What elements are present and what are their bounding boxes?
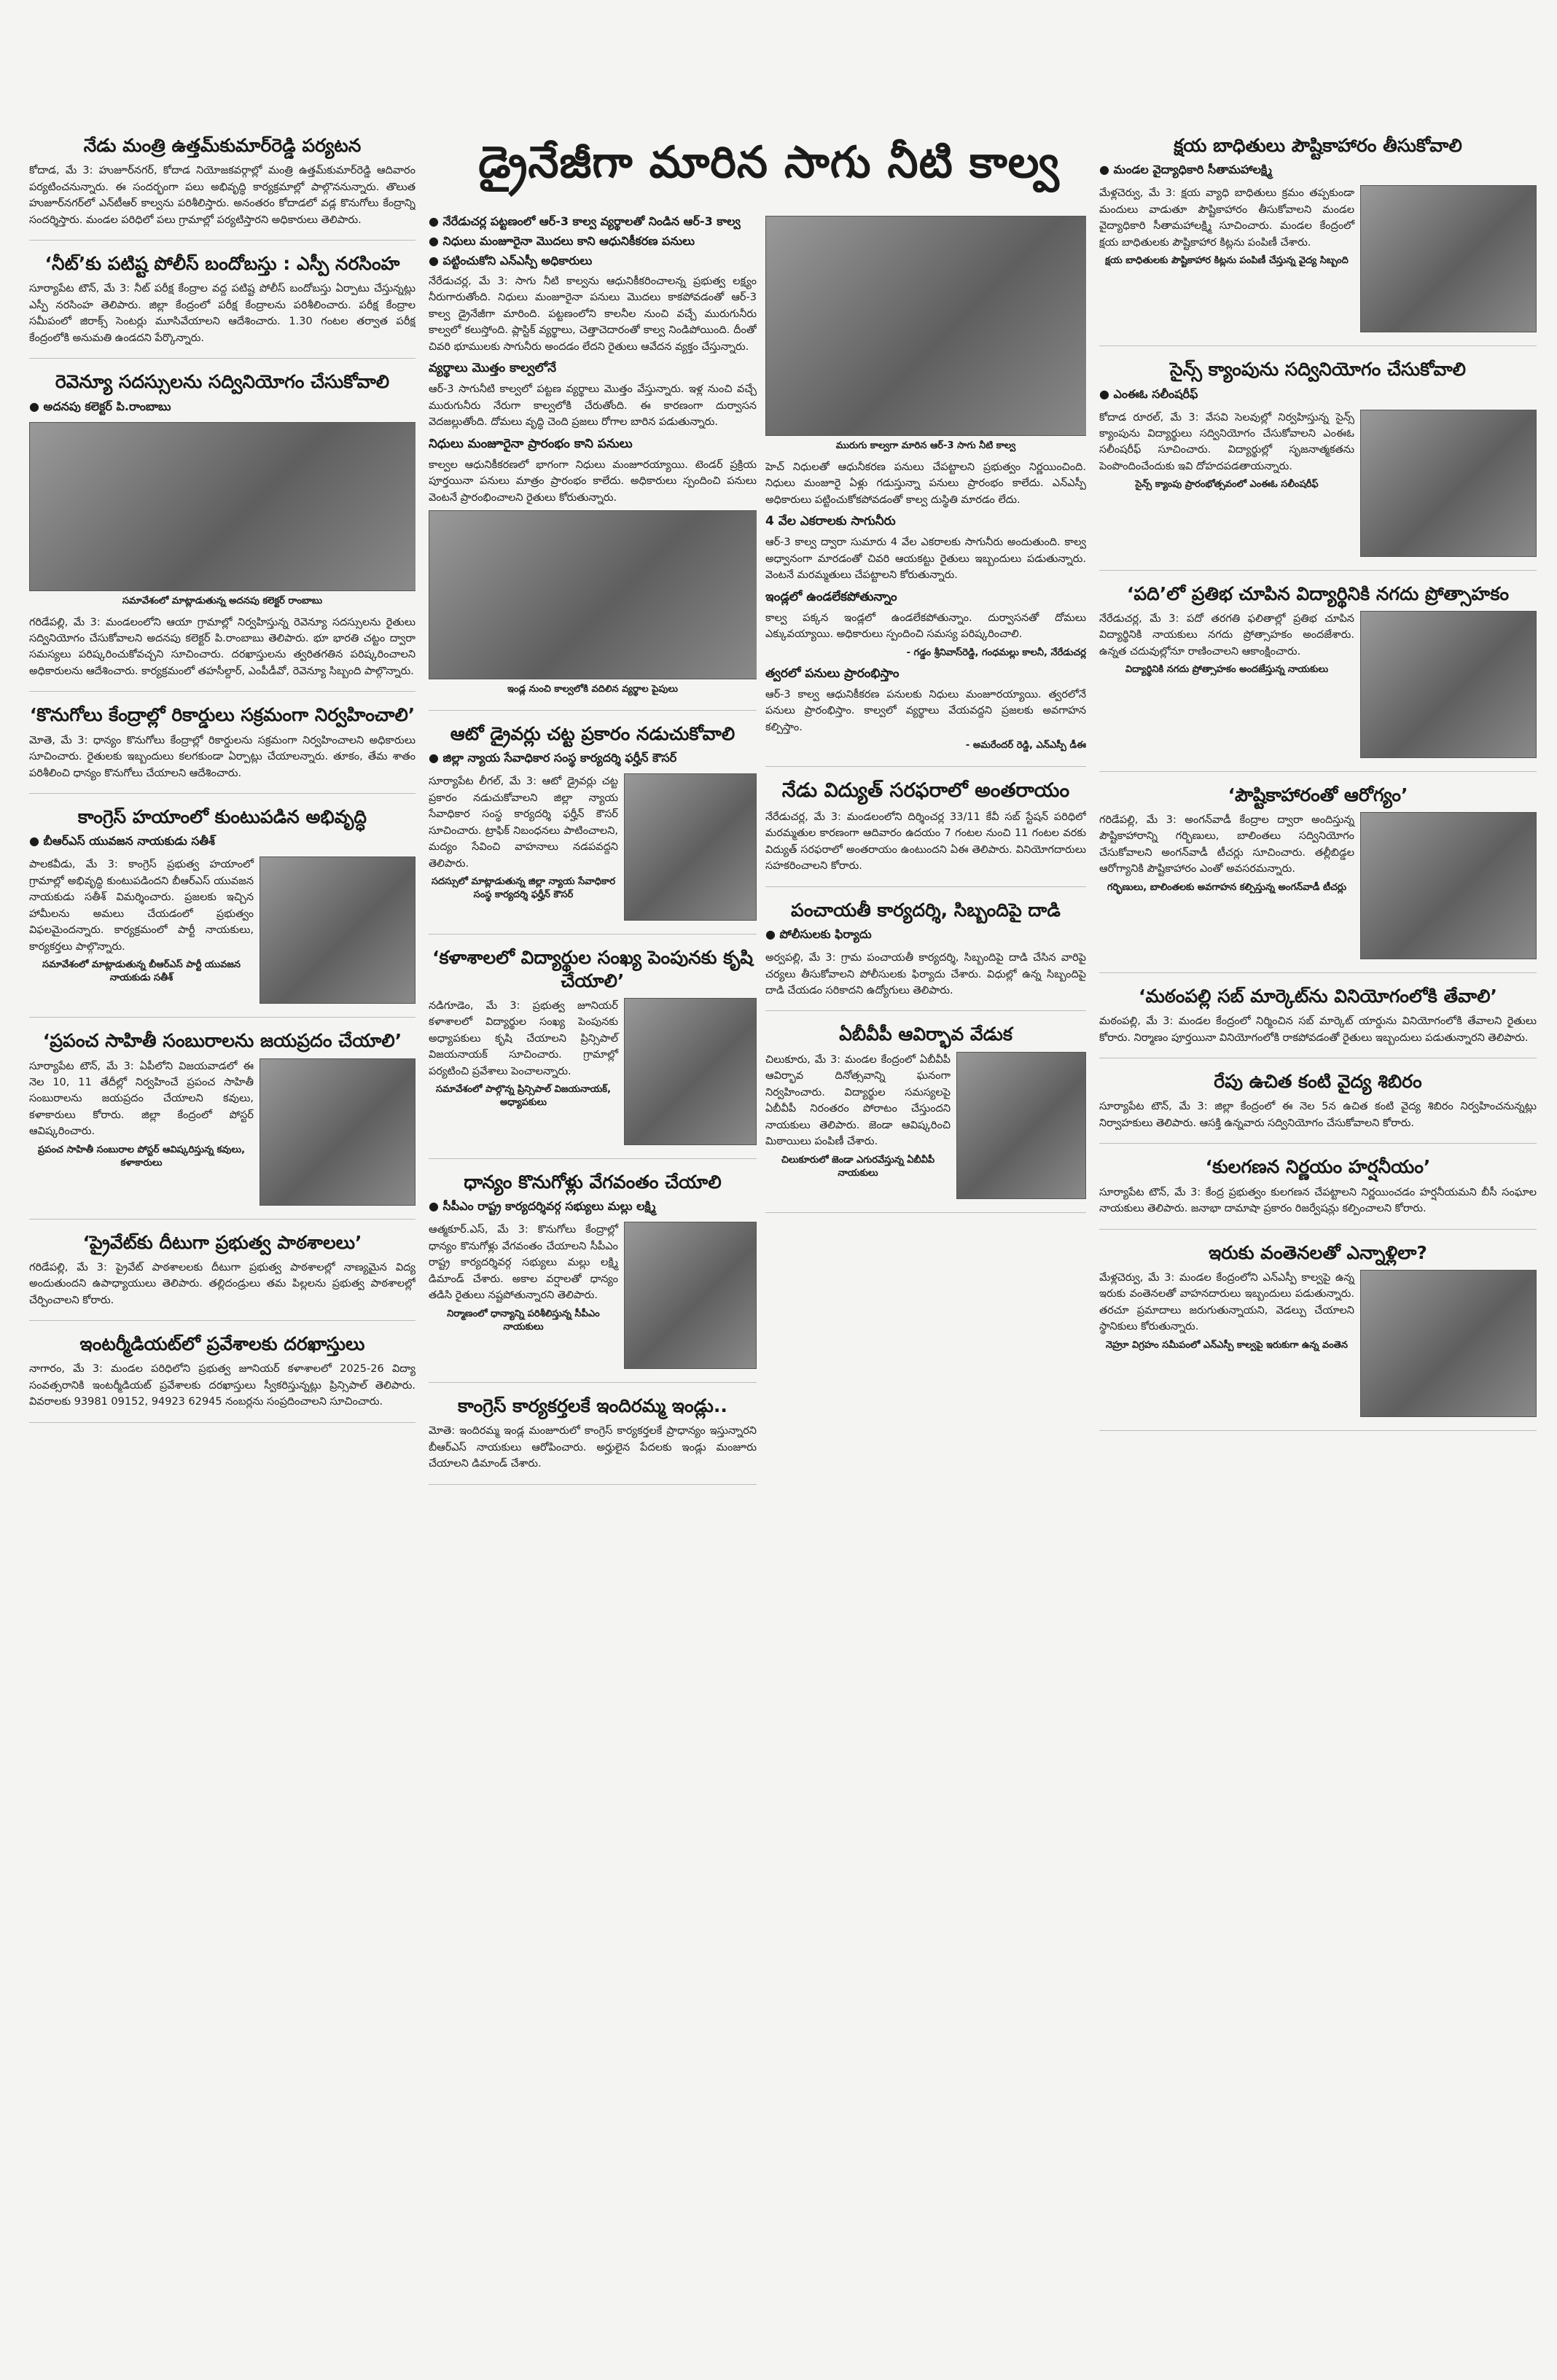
article-minister-visit	[29, 134, 415, 241]
article-title: రేపు ఉచిత కంటి వైద్య శిబిరం	[1214, 1071, 1422, 1093]
column-3	[765, 211, 1086, 2365]
subheading: త్వరలో పనులు ప్రారంభిస్తాం	[765, 666, 900, 681]
article-body: నేరేడుచర్ల, మే 3: పదో తరగతి ఫలితాల్లో ప్రతిభ చూపిన విద్యార్థినికి నాయకులు నగదు ప్రోత్సాహకం అందజేశారు. ఉన్నత చదువుల్లోనూ రాణించాలని ఆకాంక్షించారు.	[1099, 612, 1354, 658]
subheading: ఇండ్లలో ఉండలేకపోతున్నాం	[765, 589, 897, 604]
article-byline: ● మండల వైద్యాధికారి సీతామహాలక్ష్మి	[1099, 163, 1537, 179]
article-govt-schools	[29, 1231, 415, 1322]
article-eye-camp	[1099, 1070, 1537, 1144]
article-body: గరిడేపల్లి, మే 3: ప్రైవేట్ పాఠశాలలకు దీటుగా ప్రభుత్వ పాఠశాలల్లో నాణ్యమైన విద్య అందుతుందని ఉపాధ్యాయులు తెలిపారు. తల్లిదండ్రులు తమ పిల్లలను ప్రభుత్వ పాఠశాలల్లో చేర్పించాలని కోరారు.	[29, 1261, 415, 1306]
article-body: కాల్వల ఆధునికీకరణలో భాగంగా నిధులు మంజూరయ్యాయి. టెండర్ ప్రక్రియ పూర్తయినా పనులు మాత్రం ప్రారంభం కాలేదు. అధికారులు స్పందించి పనులు వెంటనే ప్రారంభించాలని రైతులు కోరుతున్నారు.	[429, 459, 757, 504]
article-title: క్షయ బాధితులు పౌష్టికాహారం తీసుకోవాలి	[1174, 135, 1462, 156]
article-title: నేడు విద్యుత్ సరఫరాలో అంతరాయం	[781, 779, 1070, 803]
article-byline: ● బీఆర్ఎస్ యువజన నాయకుడు సతీశ్	[29, 834, 415, 851]
article-title: ‘పౌష్టికాహారంతో ఆరోగ్యం’	[1228, 784, 1408, 805]
news-photo	[1360, 410, 1537, 557]
article-narrow-bridges	[1099, 1241, 1537, 1431]
news-photo	[1360, 812, 1537, 959]
article-body: నాగారం, మే 3: మండల పరిధిలోని ప్రభుత్వ జూనియర్ కళాశాలలో 2025-26 విద్యా సంవత్సరానికి ఇంటర్మీడియట్ ప్రవేశాలకు దరఖాస్తులు స్వీకరిస్తున్నట్లు ప్రిన్సిపాల్ తెలిపారు. వివరాలకు 93981 09152, 94923 62945 నంబర్లను సంప్రదించాలని సూచించారు.	[29, 1363, 415, 1408]
column-4	[1099, 131, 1537, 2365]
photo-caption: సైన్స్ క్యాంపు ప్రారంభోత్సవంలో ఎంఈఓ సలీంషరీఫ్	[1135, 479, 1319, 491]
headline-bullet: ● పట్టించుకోని ఎన్ఎస్పీ అధికారులు	[429, 254, 757, 270]
article-inter-admissions	[29, 1333, 415, 1423]
article-body: కాల్వ పక్కన ఇండ్లలో ఉండలేకపోతున్నాం. దుర్వాసనతో దోమలు ఎక్కువయ్యాయి. అధికారులు స్పందించి సమస్య పరిష్కరించాలి.	[765, 612, 1086, 641]
article-byline: ● ఎంఈఓ సలీంషరీఫ్	[1099, 387, 1537, 404]
article-grain-procurement	[429, 1171, 757, 1383]
quote-signature: - గడ్డం శ్రీనివాస్‌రెడ్డి, గంధమల్లు కాలనీ, నేరేడుచర్ల	[906, 647, 1086, 658]
article-neet-security	[29, 252, 415, 359]
news-photo	[1360, 185, 1537, 332]
article-title: పంచాయతీ కార్యదర్శి, సిబ్బందిపై దాడి	[791, 899, 1061, 921]
photo-caption: ఇండ్ల నుంచి కాల్వలోకి వదిలిన వ్యర్థాల పైపులు	[507, 684, 679, 695]
article-body: గరిడేపల్లి, మే 3: అంగన్‌వాడీ కేంద్రాల ద్వారా అందిస్తున్న పౌష్టికాహారాన్ని గర్భిణులు, బాలింతలు సద్వినియోగం చేసుకోవాలని అంగన్‌వాడీ టీచర్లు సూచించారు. తల్లీబిడ్డల ఆరోగ్యానికి పౌష్టికాహారం ఎంతో అవసరమన్నారు.	[1099, 814, 1354, 875]
news-photo	[260, 1058, 415, 1206]
article-body: సూర్యాపేట టౌన్, మే 3: కేంద్ర ప్రభుత్వం కులగణన చేపట్టాలని నిర్ణయించడం హర్షనీయమని బీసీ సంఘాల నాయకులు తెలిపారు. జనాభా దామాషా ప్రకారం రిజర్వేషన్లు కల్పించాలని కోరారు.	[1099, 1186, 1537, 1215]
article-title: ‘కొనుగోలు కేంద్రాల్లో రికార్డులు సక్రమంగా నిర్వహించాలి’	[29, 704, 415, 726]
article-development-stalled	[29, 805, 415, 1018]
article-body: గరిడేపల్లి, మే 3: మండలంలోని ఆయా గ్రామాల్లో నిర్వహిస్తున్న రెవెన్యూ సదస్సులను రైతులు సద్వినియోగం చేసుకోవాలని అదనపు కలెక్టర్ పి.రాంబాబు తెలిపారు. భూ భారతి చట్టం ద్వారా సమస్యలు పరిష్కరించుకోవచ్చని సూచించారు. దరఖాస్తులను త్వరితగతిన పరిష్కరించాలని అధికారులను ఆదేశించారు. కార్యక్రమంలో తహసీల్దార్, ఎంపీడీవో, రెవెన్యూ సిబ్బంది పాల్గొన్నారు.	[29, 616, 415, 677]
article-auto-drivers	[429, 722, 757, 935]
news-photo	[765, 216, 1086, 436]
article-title: ‘కులగణన నిర్ణయం హర్షనీయం’	[1205, 1156, 1431, 1178]
article-byline: ● అదనపు కలెక్టర్ పి.రాంబాబు	[29, 399, 415, 416]
article-tb-nutrition	[1099, 134, 1537, 346]
article-procurement-records	[29, 703, 415, 794]
article-body: ఆర్-3 కాల్వ ద్వారా సుమారు 4 వేల ఎకరాలకు సాగునీరు అందుతుంది. కాల్వ అధ్వానంగా మారడంతో చివరి ఆయకట్టు రైతులు ఇబ్బందులు పడుతున్నారు. వెంటనే మరమ్మతులు చేపట్టాలని కోరుతున్నారు.	[765, 537, 1086, 582]
article-body: పాలకవీడు, మే 3: కాంగ్రెస్ ప్రభుత్వ హయాంలో గ్రామాల్లో అభివృద్ధి కుంటుపడిందని బీఆర్ఎస్ యువజన నాయకుడు సతీశ్ విమర్శించారు. ప్రజలకు ఇచ్చిన హామీలను అమలు చేయడంలో ప్రభుత్వం విఫలమైందన్నారు. కార్యక్రమంలో పార్టీ నాయకులు, కార్యకర్తలు పాల్గొన్నారు.	[29, 859, 254, 953]
article-main-canal	[429, 214, 757, 711]
article-byline: ● జిల్లా న్యాయ సేవాధికార సంస్థ కార్యదర్శి ఫర్హీన్ కౌసర్	[429, 751, 757, 768]
news-photo	[29, 422, 415, 591]
article-body: మోతె: ఇందిరమ్మ ఇండ్ల మంజూరులో కాంగ్రెస్ కార్యకర్తలకే ప్రాధాన్యం ఇస్తున్నారని బీఆర్ఎస్ నాయకులు ఆరోపించారు. అర్హులైన పేదలకు ఇండ్లు మంజూరు చేయాలని డిమాండ్ చేశారు.	[429, 1425, 757, 1470]
photo-caption: సమావేశంలో మాట్లాడుతున్న బీఆర్ఎస్ పార్టీ యువజన నాయకుడు సతీశ్	[42, 959, 241, 984]
article-tenth-award	[1099, 582, 1537, 772]
quote-signature: - అమరేందర్ రెడ్డి, ఎన్ఎస్పీ డీఈ	[965, 740, 1086, 752]
news-photo	[624, 998, 757, 1145]
article-body: ఆర్-3 కాల్వ ఆధునికీకరణ పనులకు నిధులు మంజూరయ్యాయి. త్వరలోనే పనులు ప్రారంభిస్తాం. కాల్వలో వ్యర్థాలు వేయవద్దని ప్రజలకు అవగాహన కల్పిస్తాం.	[765, 688, 1086, 733]
photo-caption: సమావేశంలో మాట్లాడుతున్న అదనపు కలెక్టర్ రాంబాబు	[122, 595, 323, 606]
article-body: నేరేడుచర్ల, మే 3: సాగు నీటి కాల్వను ఆధునికీకరించాలన్న ప్రభుత్వ లక్ష్యం నీరుగారుతోంది. నిధులు మంజూరైనా పనులు మొదలు కాకపోవడంతో ఆర్-3 కాల్వ డ్రైనేజీగా మారింది. పట్టణంలోని కాలనీల నుంచి వచ్చే మురుగునీరు కాల్వలో కలుస్తోంది. ప్లాస్టిక్ వ్యర్థాలు, చెత్తాచెదారంతో కాల్వ నిండిపోయింది. దీంతో చివరి భూములకు సాగునీరు అందడం లేదని రైతులు ఆవేదన వ్యక్తం చేస్తున్నారు.	[429, 276, 757, 353]
article-body: ఆత్మకూర్.ఎస్, మే 3: కొనుగోలు కేంద్రాల్లో ధాన్యం కొనుగోళ్లు వేగవంతం చేయాలని సీపీఎం రాష్ట్ర కార్యదర్శివర్గ సభ్యులు మల్లు లక్ష్మి డిమాండ్ చేశారు. అకాల వర్షాలతో ధాన్యం తడిసి రైతులు నష్టపోతున్నారని తెలిపారు.	[429, 1224, 618, 1302]
article-abvp	[765, 1023, 1086, 1212]
article-college-students	[429, 946, 757, 1159]
article-body: మఠంపల్లి, మే 3: మండల కేంద్రంలో నిర్మించిన సబ్ మార్కెట్ యార్డును వినియోగంలోకి తేవాలని రైతులు కోరారు. నిర్మాణం పూర్తయినా వినియోగంలోకి రాకపోవడంతో రైతులు ఇబ్బందులు పడుతున్నారని తెలిపారు.	[1099, 1015, 1537, 1044]
article-title: సైన్స్ క్యాంపును సద్వినియోగం చేసుకోవాలి	[1169, 359, 1467, 381]
article-body: చిలుకూరు, మే 3: మండల కేంద్రంలో ఏబీవీపీ ఆవిర్భావ దినోత్సవాన్ని ఘనంగా నిర్వహించారు. విద్యార్థుల సమస్యలపై ఏబీవీపీ నిరంతరం పోరాటం చేస్తుందని నాయకులు తెలిపారు. జెండా ఆవిష్కరించి మిఠాయిలు పంపిణీ చేశారు.	[765, 1053, 951, 1148]
article-title: కాంగ్రెస్ కార్యకర్తలకే ఇందిరమ్మ ఇండ్లు..	[458, 1395, 727, 1417]
photo-caption: సదస్సులో మాట్లాడుతున్న జిల్లా న్యాయ సేవాధికార సంస్థ కార్యదర్శి ఫర్హీన్ కౌసర్	[431, 876, 616, 901]
article-body: మేళ్లచెర్వు, మే 3: మండల కేంద్రంలోని ఎన్ఎస్పీ కాల్వపై ఉన్న ఇరుకు వంతెనలతో వాహనదారులు ఇబ్బందులు పడుతున్నారు. తరచూ ప్రమాదాలు జరుగుతున్నాయని, వెడల్పు చేయాలని స్థానికులు కోరుతున్నారు.	[1099, 1271, 1354, 1333]
subheading: నిధులు మంజూరైనా ప్రారంభం కాని పనులు	[429, 436, 633, 451]
headline-bullet: ● నేరేడుచర్ల పట్టణంలో ఆర్-3 కాల్వ వ్యర్థాలతో నిండిన ఆర్-3 కాల్వ	[429, 214, 757, 231]
article-panchayat-attack	[765, 899, 1086, 1012]
article-body: సూర్యాపేట టౌన్, మే 3: నీట్ పరీక్ష కేంద్రాల వద్ద పటిష్ట పోలీస్ బందోబస్తు ఏర్పాటు చేస్తున్నట్లు ఎస్పీ నరసింహ తెలిపారు. జిల్లా కేంద్రంలో పరీక్ష కేంద్రాలను పరిశీలించారు. పరీక్ష కేంద్రాల సమీపంలో జిరాక్స్ సెంటర్లు మూసివేయాలని ఆదేశించారు. 1.30 గంటల తర్వాత పరీక్ష కేంద్రంలోకి అనుమతి ఉండదని పేర్కొన్నారు.	[29, 283, 415, 344]
article-title: రెవెన్యూ సదస్సులను సద్వినియోగం చేసుకోవాలి	[55, 371, 390, 393]
article-title: ధాన్యం కొనుగోళ్లు వేగవంతం చేయాలి	[464, 1171, 722, 1193]
article-byline: ● సీపీఎం రాష్ట్ర కార్యదర్శివర్గ సభ్యులు మల్లు లక్ష్మి	[429, 1199, 757, 1216]
photo-caption: నిర్మాణంలో ధాన్యాన్ని పరిశీలిస్తున్న సీపీఎం నాయకులు	[447, 1308, 600, 1333]
article-title: ఇరుకు వంతెనలతో ఎన్నాళ్లిలా?	[1209, 1241, 1427, 1263]
photo-caption: క్షయ బాధితులకు పౌష్టికాహార కిట్లను పంపిణీ చేస్తున్న వైద్య సిబ్బంది	[1105, 255, 1349, 267]
news-photo	[624, 773, 757, 921]
news-photo	[624, 1222, 757, 1369]
article-sub-market	[1099, 985, 1537, 1058]
news-photo	[429, 510, 757, 679]
photo-caption: సమావేశంలో పాల్గొన్న ప్రిన్సిపాల్ విజయనాయక్, అధ్యాపకులు	[435, 1084, 612, 1109]
article-indiramma-houses	[429, 1394, 757, 1485]
subheading: 4 వేల ఎకరాలకు సాగునీరు	[765, 514, 896, 529]
photo-caption: విద్యార్థినికి నగదు ప్రోత్సాహకం అందజేస్తున్న నాయకులు	[1125, 664, 1329, 676]
article-body: అర్వపల్లి, మే 3: గ్రామ పంచాయతీ కార్యదర్శి, సిబ్బందిపై దాడి చేసిన వారిపై చర్యలు తీసుకోవాలని పోలీసులకు ఫిర్యాదు చేశారు. విధుల్లో ఉన్న సిబ్బందిపై దాడి చేయడం సరికాదని ఉద్యోగులు తెలిపారు.	[765, 952, 1086, 996]
article-body: కోదాడ, మే 3: హుజూర్‌నగర్, కోదాడ నియోజకవర్గాల్లో మంత్రి ఉత్తమ్‌కుమార్‌రెడ్డి ఆదివారం పర్యటించనున్నారు. ఈ సందర్భంగా పలు అభివృద్ధి కార్యక్రమాల్లో పాల్గొననున్నారు. తొలుత హుజూర్‌నగర్‌లో ఎన్‌టీఆర్ కాల్వను పరిశీలిస్తారు. అనంతరం కోదాడలో వడ్ల కొనుగోలు కేంద్రాన్ని సందర్శిస్తారు. మండల పరిధిలో పలు గ్రామాల్లో పర్యటిస్తారని అధికారులు తెలిపారు.	[29, 165, 415, 226]
subheading: వ్యర్థాలు మొత్తం కాల్వలోనే	[429, 361, 557, 376]
article-body: సూర్యాపేట లీగల్, మే 3: ఆటో డ్రైవర్లు చట్ట ప్రకారం నడుచుకోవాలని జిల్లా న్యాయ సేవాధికార సంస్థ కార్యదర్శి ఫర్హీన్ కౌసర్ సూచించారు. ట్రాఫిక్ నిబంధనలు పాటించాలని, మద్యం సేవించి వాహనాలు నడపవద్దని తెలిపారు.	[429, 776, 618, 870]
news-photo	[1360, 611, 1537, 758]
news-photo	[260, 857, 415, 1004]
article-title: కాంగ్రెస్ హయాంలో కుంటుపడిన అభివృద్ధి	[77, 806, 367, 828]
news-photo	[956, 1052, 1086, 1199]
article-literature-fest	[29, 1029, 415, 1219]
masthead-headline: డ్రైనేజీగా మారిన సాగు నీటి కాల్వ	[478, 137, 1060, 188]
article-power-cut	[765, 779, 1086, 887]
article-caste-census	[1099, 1155, 1537, 1229]
column-1	[29, 131, 415, 2365]
photo-caption: ప్రపంచ సాహితీ సంబురాల పోస్టర్ ఆవిష్కరిస్తున్న కవులు, కళాకారులు	[37, 1144, 246, 1168]
article-body: మేళ్లచెర్వు, మే 3: క్షయ వ్యాధి బాధితులు క్రమం తప్పకుండా మందులు వాడుతూ పౌష్టికాహారం తీసుకోవాలని మండల వైద్యాధికారి సీతామహాలక్ష్మి సూచించారు. మండల కేంద్రంలో క్షయ బాధితులకు పౌష్టికాహార కిట్లను పంపిణీ చేశారు.	[1099, 187, 1354, 249]
article-body: సూర్యాపేట టౌన్, మే 3: ఏపీలోని విజయవాడలో ఈ నెల 10, 11 తేదీల్లో నిర్వహించే ప్రపంచ సాహితీ సంబురాలను జయప్రదం చేయాలని కవులు, కళాకారులు కోరారు. జిల్లా కేంద్రంలో పోస్టర్ ఆవిష్కరించారు.	[29, 1060, 254, 1138]
article-science-camp	[1099, 358, 1537, 570]
article-title: ‘మఠంపల్లి సబ్ మార్కెట్‌ను వినియోగంలోకి తేవాలి’	[1138, 986, 1498, 1007]
article-title: ‘కళాశాలలో విద్యార్థుల సంఖ్య పెంపునకు కృషి చేయాలి’	[432, 947, 754, 991]
article-body: ఆర్-3 సాగునీటి కాల్వలో పట్టణ వ్యర్థాలు మొత్తం వేస్తున్నారు. ఇళ్ల నుంచి వచ్చే మురుగునీరు నేరుగా కాల్వలోకి చేరుతోంది. ఈ కారణంగా దుర్వాసన వెదజల్లుతోంది. దోమలు వృద్ధి చెంది ప్రజలు రోగాల బారిన పడుతున్నారు.	[429, 383, 757, 429]
article-title: ఏబీవీపీ ఆవిర్భావ వేడుక	[839, 1023, 1012, 1045]
article-body: మోతె, మే 3: ధాన్యం కొనుగోలు కేంద్రాల్లో రికార్డులను సక్రమంగా నిర్వహించాలని అధికారులు సూచించారు. రైతులకు ఇబ్బందులు కలగకుండా ఏర్పాట్లు చేయాలన్నారు. తూకం, తేమ శాతం పరిశీలించి ధాన్యం కొనుగోలు చేయాలని ఆదేశించారు.	[29, 734, 415, 779]
article-title: నేడు మంత్రి ఉత్తమ్‌కుమార్‌రెడ్డి పర్యటన	[83, 135, 362, 156]
article-title: ‘ప్రైవేట్‌కు దీటుగా ప్రభుత్వ పాఠశాలలు’	[82, 1231, 362, 1253]
article-nutrition-health	[1099, 784, 1537, 973]
news-photo	[1360, 1270, 1537, 1417]
photo-caption: మురుగు కాల్వగా మారిన ఆర్-3 సాగు నీటి కాల్వ	[835, 440, 1016, 451]
article-title: ‘నీట్’కు పటిష్ట పోలీస్ బందోబస్తు : ఎస్పీ నరసింహ	[44, 253, 400, 275]
article-title: ఆటో డ్రైవర్లు చట్ట ప్రకారం నడుచుకోవాలి	[450, 723, 735, 745]
article-title: ఇంటర్మీడియట్‌లో ప్రవేశాలకు దరఖాస్తులు	[79, 1333, 365, 1355]
article-body: హెచ్ నిధులతో ఆధునీకరణ పనులు చేపట్టాలని ప్రభుత్వం నిర్ణయించింది. నిధులు మంజూరై ఏళ్లు గడుస్తున్నా పనులు ప్రారంభం కాలేదు. ఎన్ఎస్పీ అధికారులు పట్టించుకోకపోవడంతో కాల్వ దుస్థితి మారడం లేదు.	[765, 461, 1086, 506]
article-title: ‘ప్రపంచ సాహితీ సంబురాలను జయప్రదం చేయాలి’	[42, 1030, 402, 1052]
article-body: నడిగూడెం, మే 3: ప్రభుత్వ జూనియర్ కళాశాలలో విద్యార్థుల సంఖ్య పెంపునకు అధ్యాపకులు కృషి చేయాలని ప్రిన్సిపాల్ విజయనాయక్ సూచించారు. గ్రామాల్లో పర్యటించి ప్రవేశాలు పెంచాలన్నారు.	[429, 999, 618, 1077]
article-body: సూర్యాపేట టౌన్, మే 3: జిల్లా కేంద్రంలో ఈ నెల 5న ఉచిత కంటి వైద్య శిబిరం నిర్వహించనున్నట్లు నిర్వాహకులు తెలిపారు. ఆసక్తి ఉన్నవారు సద్వినియోగం చేసుకోవాలని కోరారు.	[1099, 1101, 1537, 1129]
photo-caption: చిలుకూరులో జెండా ఎగురవేస్తున్న ఏబీవీపీ నాయకులు	[781, 1154, 935, 1179]
article-title: ‘పది’లో ప్రతిభ చూపిన విద్యార్థినికి నగదు ప్రోత్సాహకం	[1126, 582, 1510, 604]
article-revenue-meetings	[29, 370, 415, 692]
article-byline: ● పోలీసులకు ఫిర్యాదు	[765, 927, 1086, 944]
photo-caption: గర్భిణులు, బాలింతలకు అవగాహన కల్పిస్తున్న అంగన్‌వాడీ టీచర్లు	[1107, 881, 1347, 893]
article-body: నేరేడుచర్ల, మే 3: మండలంలోని దిర్శించర్ల 33/11 కేవీ సబ్ స్టేషన్ పరిధిలో మరమ్మతుల కారణంగా ఆదివారం ఉదయం 7 గంటల నుంచి 11 గంటల వరకు విద్యుత్ సరఫరాలో అంతరాయం ఉంటుందని ఏఈ తెలిపారు. వినియోగదారులు సహకరించాలని కోరారు.	[765, 811, 1086, 873]
article-body: కోదాడ రూరల్, మే 3: వేసవి సెలవుల్లో నిర్వహిస్తున్న సైన్స్ క్యాంపును విద్యార్థులు సద్వినియోగం చేసుకోవాలని ఎంఈఓ సలీంషరీఫ్ సూచించారు. విద్యార్థుల్లో సృజనాత్మకతను పెంపొందించేందుకు ఇవి దోహదపడతాయన్నారు.	[1099, 411, 1354, 472]
headline-bullet: ● నిధులు మంజూరైనా మొదలు కాని ఆధునికీకరణ పనులు	[429, 234, 757, 251]
photo-caption: నెహ్రూ విగ్రహం సమీపంలో ఎన్ఎస్పీ కాల్వపై ఇరుకుగా ఉన్న వంతెన	[1105, 1339, 1348, 1351]
column-2	[429, 211, 757, 2365]
article-main-canal-cont	[765, 216, 1086, 767]
